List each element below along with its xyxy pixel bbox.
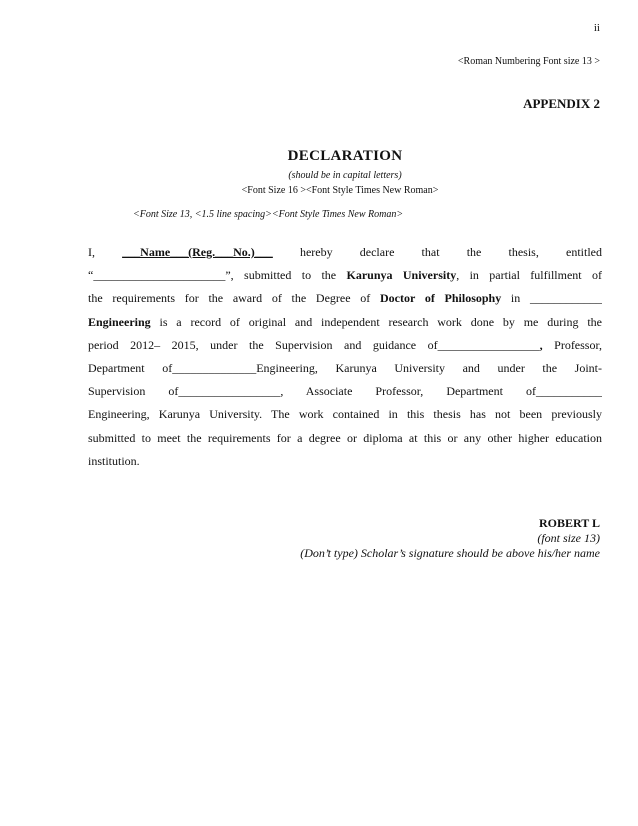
body-line-4 xyxy=(88,311,602,334)
body-line-1-text: hereby declare that the thesis, entitled xyxy=(272,245,602,259)
name-reg-placeholder: ___Name___(Reg.___No.)___ xyxy=(122,245,273,259)
body-line-2-text-b: , in partial fulfillment of xyxy=(456,268,602,283)
declaration-body xyxy=(88,241,602,473)
body-font-note: <Font Size 13, <1.5 line spacing><Font Style Times New Roman> xyxy=(133,209,404,220)
body-line-2-text-a: “______________________”, submitted to the xyxy=(88,268,347,283)
title-subtitle: (should be in capital letters) xyxy=(288,170,402,181)
pronoun: I, xyxy=(88,245,95,259)
body-line-8: Engineering, Karunya University. The work contained in this thesis has not been previously xyxy=(88,407,602,422)
title-font-note: <Font Size 16 ><Font Style Times New Roman> xyxy=(241,185,439,196)
body-line-4-text: is a record of original and independent research work done by me during the xyxy=(150,314,602,329)
declaration-title: DECLARATION xyxy=(287,148,403,164)
body-line-10: institution. xyxy=(88,453,140,468)
roman-numbering-note: <Roman Numbering Font size 13 > xyxy=(457,56,600,67)
body-line-5-text-b: Professor, xyxy=(542,337,602,352)
body-line-9: submitted to meet the requirements for a degree or diploma at this or any other higher education xyxy=(88,430,602,445)
body-line-5-text-a: period 2012– 2015, under the Supervision and guidance of_________________ xyxy=(88,337,540,352)
engineering-label: Engineering xyxy=(88,314,151,329)
body-line-3-text-b: in ____________ xyxy=(501,291,602,306)
body-line-7: Supervision of_________________, Associate Professor, Department of___________ xyxy=(88,384,602,399)
body-line-3-text-a: the requirements for the award of the Degree of xyxy=(88,291,380,306)
page-number: ii xyxy=(593,22,600,34)
body-line-6: Department of______________Engineering, Karunya University and under the Joint- xyxy=(88,360,602,375)
body-line-5 xyxy=(88,334,602,357)
appendix-label: APPENDIX 2 xyxy=(523,96,600,111)
bold-comma: , xyxy=(539,337,543,352)
signature-instruction: (Don’t type) Scholar’s signature should be above his/her name xyxy=(300,546,600,560)
body-line-3 xyxy=(88,287,602,310)
signature-font-size-note: (font size 13) xyxy=(537,531,600,545)
university-name: Karunya University xyxy=(346,268,457,283)
body-line-1 xyxy=(88,241,602,264)
degree-name: Doctor of Philosophy xyxy=(380,291,502,306)
scholar-name: ROBERT L xyxy=(538,516,600,530)
body-line-2 xyxy=(88,264,602,287)
